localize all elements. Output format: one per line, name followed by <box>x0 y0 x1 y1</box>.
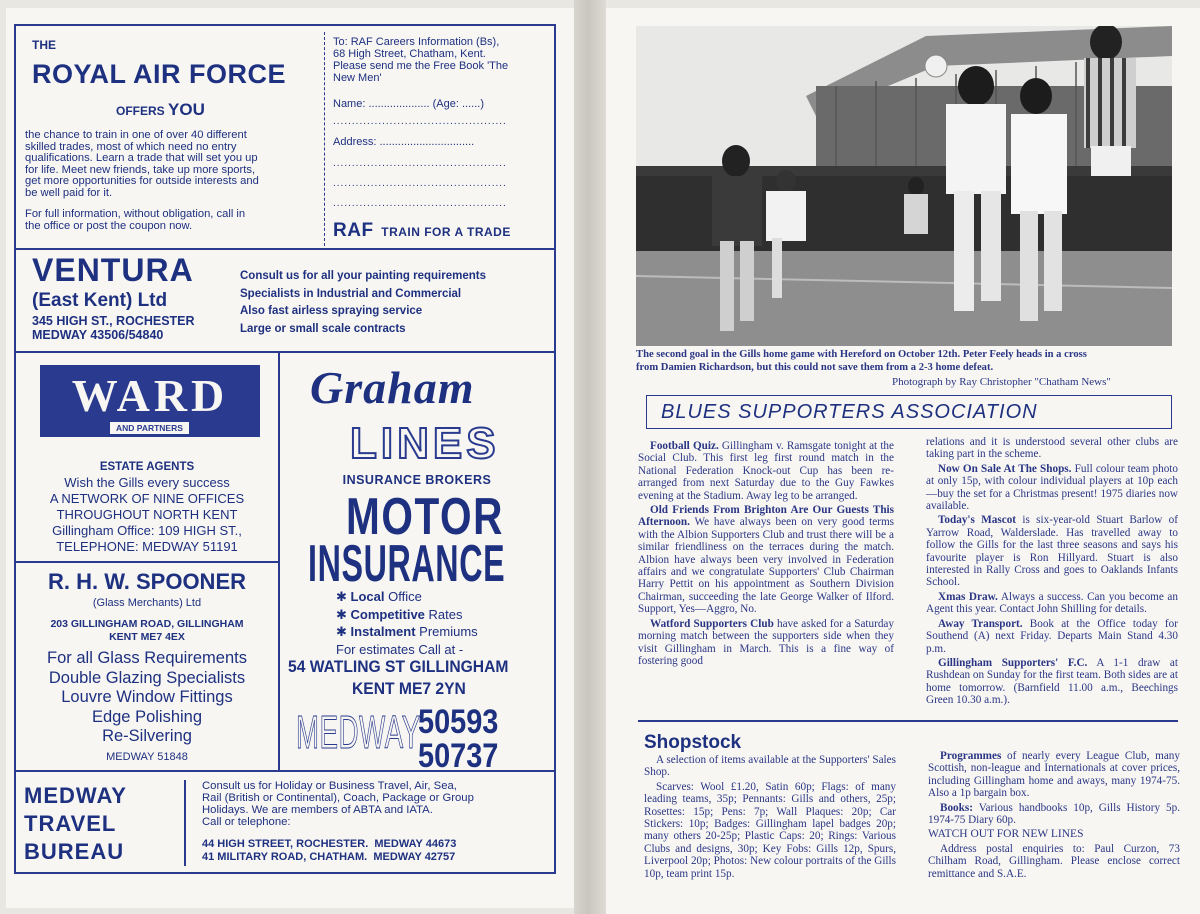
graham-postcode: KENT ME7 2YN <box>352 679 466 698</box>
ward-logo <box>40 365 260 437</box>
travel-address-2: 41 MILITARY ROAD, CHATHAM. MEDWAY 42757 <box>202 851 456 863</box>
ventura-phone: MEDWAY 43506/54840 <box>32 328 164 342</box>
shopstock-column-1 <box>644 754 896 882</box>
shopstock-items: Scarves: Wool £1.20, Satin 60p; Flags: of many leading teams, 35p; Pennants: Gills and others, 25p; Rosettes: 15p; Pens: 7p; Wall Plaques: 20p; Car Stickers: 10p; Badges: Gillingham lapel badges 20p; many others 20-25p; Plastic Caps: 20; Rings: Various Clubs and designs, 30p; Key Fobs: Gills 12p, Spurs, Liverpool 20p; Photos: New colour portraits of the Gills 10p, team print 15p. <box>644 780 896 880</box>
blues-column-1 <box>638 440 894 669</box>
insurance-heading: INSURANCE <box>308 535 506 593</box>
shopstock-column-2 <box>928 750 1180 882</box>
ward-partners: AND PARTNERS <box>110 422 189 434</box>
coupon-dots-line[interactable]: .............................................. <box>333 178 507 189</box>
watch-out-line: WATCH OUT FOR NEW LINES <box>928 828 1084 841</box>
coupon-dots-line[interactable]: .............................................. <box>333 116 507 127</box>
travel-address-1: 44 HIGH STREET, ROCHESTER. MEDWAY 44673 <box>202 838 457 850</box>
spooner-text <box>16 569 278 765</box>
medway-travel-ad <box>14 770 556 874</box>
coupon-address: To: RAF Careers Information (Bs), 68 High Street, Chatham, Kent. Please send me the Free Book 'The New Men' <box>333 36 509 84</box>
ventura-name: VENTURA <box>32 252 194 288</box>
photo-caption-1: The second goal in the Gills home game with Hereford on October 12th. Peter Feely heads in a cross <box>636 349 1087 360</box>
coupon-address-field[interactable]: Address: ............................... <box>333 136 475 148</box>
ventura-address: 345 HIGH ST., ROCHESTER <box>32 314 195 328</box>
raf-the: THE <box>32 38 56 52</box>
raf-offers: OFFERS YOU <box>116 100 205 119</box>
travel-lines: Consult us for Holiday or Business Travel, Air, Sea, Rail (British or Continental), Coach, Package or Group Holidays. We are members of ABTA and IATA. Call or telephone: <box>202 780 474 828</box>
spooner-sub: (Glass Merchants) Ltd <box>92 597 202 609</box>
graham-phone-1: 50593 <box>418 703 499 741</box>
shopstock-programmes: Programmes of nearly every League Club, many Scottish, non-league and Internationals at cover prices, including Gillingham home and aways, many 1974-75. Also a 1p bargain box. <box>928 750 1180 800</box>
coupon-dots-line[interactable]: .............................................. <box>333 158 507 169</box>
estimates-line: For estimates Call at - <box>336 641 464 657</box>
photo-credit: Photograph by Ray Christopher "Chatham News" <box>892 376 1111 388</box>
spooner-postcode: KENT ME7 4EX <box>109 631 185 643</box>
graham-script-logo: Graham <box>310 362 475 413</box>
section-divider <box>638 720 1178 722</box>
travel-divider <box>184 780 186 866</box>
blues-item: Today's Mascot is six-year-old Stuart Barlow of Yarrow Road, Walderslade. Has travelled away to follow the Gills for the last three seasons and says his favourite player is Ron Hillyard. Stuart is also interested in Rally Cross and goes to Oaklands Infants School. <box>926 514 1178 589</box>
bullet-item: ✱ Competitive Rates <box>336 606 463 622</box>
blues-column-2 <box>926 436 1178 709</box>
shopstock-books: Books: Various handbooks 10p, Gills History 5p. 1974-75 Diary 60p. <box>928 801 1180 827</box>
blues-item: Away Transport. Book at the Office today for Southend (A) next Friday. Departs Main Stand 4.30 p.m. <box>926 617 1178 655</box>
ward-lines: ESTATE AGENTS Wish the Gills every success A NETWORK OF NINE OFFICES THROUGHOUT NORTH KENT Gillingham Office: 109 HIGH ST., TELEPHONE: MEDWAY 51191 <box>49 461 245 554</box>
raf-coupon <box>324 32 553 246</box>
ward-logo-text: WARD <box>71 370 229 421</box>
blues-item: Xmas Draw. Always a success. Can you become an Agent this year. Contact John Shilling for details. <box>926 590 1178 616</box>
graham-phone-2: 50737 <box>418 737 499 775</box>
shopstock-intro: A selection of items available at the Supporters' Sales Shop. <box>644 754 896 779</box>
raf-slogan: RAF TRAIN FOR A TRADE <box>333 220 511 241</box>
graham-address: 54 WATLING ST GILLINGHAM <box>288 657 509 676</box>
shopstock-address: Address postal enquiries to: Paul Curzon, 73 Chilham Road, Gillingham. Please enclose correct remittance and S.A.E. <box>928 842 1180 880</box>
bullet-item: ✱ Local Office <box>336 589 422 604</box>
spooner-address: 203 GILLINGHAM ROAD, GILLINGHAM <box>50 618 244 630</box>
blues-item: Football Quiz. Gillingham v. Ramsgate tonight at the Social Club. This first leg first round match in the National Federation Knock-out Cup has been re-arranged from next Saturday due to the Guy Fawkes evening at the Stadium. Away leg to be arranged. <box>638 440 894 502</box>
blues-heading: BLUES SUPPORTERS ASSOCIATION <box>661 401 1038 423</box>
medway-outline-word: MEDWAY <box>296 706 421 758</box>
coupon-dots-line[interactable]: .............................................. <box>333 198 507 209</box>
match-photo-illustration <box>636 26 1172 346</box>
blues-item: Now On Sale At The Shops. Full colour team photo at only 15p, with colour individual players at 10p each—buy the set for a Christmas present! 1975 diaries now available. <box>926 462 1178 513</box>
raf-info: For full information, without obligation, call in the office or post the coupon now. <box>25 208 246 232</box>
spooner-name: R. H. W. SPOONER <box>47 569 247 594</box>
raf-body: the chance to train in one of over 40 different skilled trades, most of which need no entry qualifications. Learn a trade that will set you up for life. Meet new friends, take up more sports, get more opportunities for outside interests and be well paid for it. <box>25 129 259 199</box>
lines-logo: LINES <box>350 419 500 468</box>
travel-name: MEDWAY TRAVEL BUREAU <box>24 783 127 864</box>
blues-item: relations and it is understood several other clubs are taking part in the scheme. <box>926 436 1178 461</box>
raf-title: ROYAL AIR FORCE <box>32 59 287 89</box>
bullet-item: ✱ Instalment Premiums <box>336 624 478 639</box>
ventura-ad <box>14 248 556 353</box>
insurance-brokers: INSURANCE BROKERS <box>342 473 492 487</box>
coupon-name-field[interactable]: Name: .................... (Age: ......) <box>333 98 484 110</box>
blues-item: Old Friends From Brighton Are Our Guests This Afternoon. We have always been on very good terms with the Albion Supporters Club and trust there will be a similar friendliness on the terraces during the match. Albion have always been very involved in Federation affairs and we congratulate Supporters' Club Chairman Harry Pettit on his appointment as Southern Division Chairman, succeeding the late George Walker of Ilford. Support, Yes—Aggro, No. <box>638 504 894 616</box>
blues-item: Gillingham Supporters' F.C. A 1-1 draw at Rushdean on Sunday for the first team. Both sides are at home tomorrow. (Barnfield 11.00 a.m., Beechings Green 10.30 a.m.). <box>926 656 1178 707</box>
spooner-services: For all Glass Requirements Double Glazing Specialists Louvre Window Fittings Edge Polishing Re-Silvering <box>47 649 247 745</box>
spooner-ad <box>14 561 280 772</box>
match-photo <box>636 26 1172 346</box>
graham-lines-ad <box>278 351 556 775</box>
ventura-lines: Consult us for all your painting requirements Specialists in Industrial and Commercial Also fast airless spraying service Large or small scale contracts <box>240 270 486 335</box>
page-gutter <box>574 0 606 914</box>
graham-bullets <box>336 588 478 658</box>
blues-heading-box <box>646 395 1172 429</box>
ventura-sub: (East Kent) Ltd <box>32 290 168 311</box>
raf-ad <box>14 24 556 250</box>
photo-caption-2: from Damien Richardson, but this could not save them from a 2-3 home defeat. <box>636 362 994 373</box>
spooner-phone: MEDWAY 51848 <box>106 750 188 763</box>
ward-ad <box>14 351 280 563</box>
motor-heading: MOTOR <box>346 488 505 546</box>
blues-item: Watford Supporters Club have asked for a Saturday morning match between the supporters side when they visit Gillingham in March. This is a fine way of fostering good <box>638 617 894 667</box>
shopstock-heading: Shopstock <box>644 732 742 753</box>
